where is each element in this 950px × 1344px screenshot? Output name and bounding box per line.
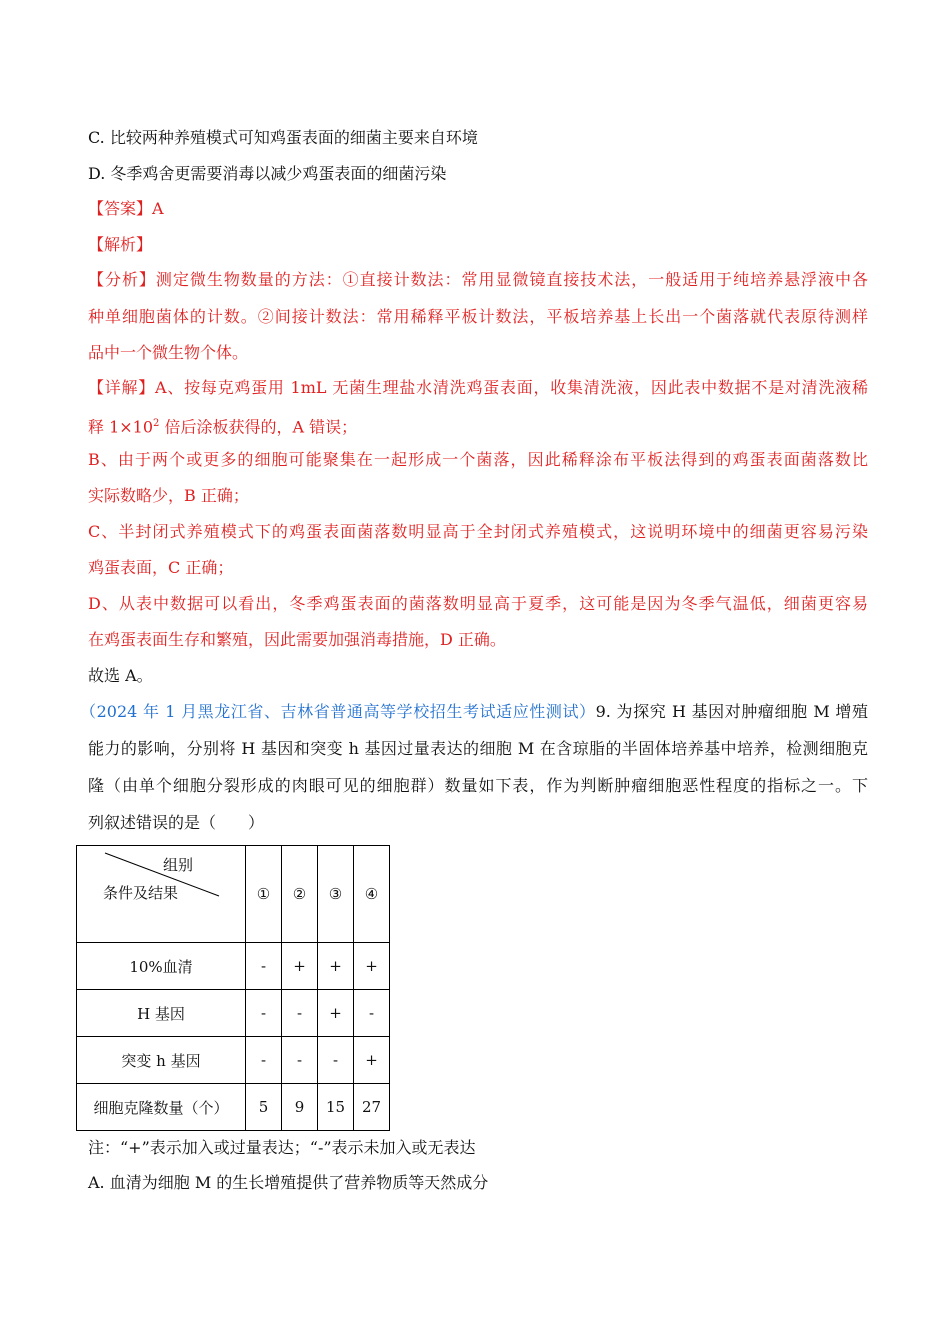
table-row (77, 943, 390, 990)
fenxi-line-1 (88, 270, 868, 290)
row-label: 10%血清 (77, 943, 246, 990)
fenxi-label: 【分析】 (88, 270, 156, 289)
q9-line-2: 能力的影响，分别将 H 基因和突变 h 基因过量表达的细胞 M 在含琼脂的半固体培养基中培养，检测细胞克 (88, 739, 868, 758)
row-label: 突变 h 基因 (77, 1037, 246, 1084)
header-group-label: 组别 (163, 856, 194, 874)
table-cell: - (282, 1037, 318, 1084)
q9-line-1-rest: 9. 为探究 H 基因对肿瘤细胞 M 增殖 (595, 702, 868, 721)
option-d-prev: D. 冬季鸡舍更需要消毒以减少鸡蛋表面的细菌污染 (88, 164, 447, 183)
conclusion: 故选 A。 (88, 666, 153, 685)
xiangjie-b-2: 实际数略少，B 正确； (88, 486, 249, 505)
xiangjie-label: 【详解】 (88, 378, 156, 397)
group-header: ② (282, 846, 318, 943)
table-cell: - (354, 990, 390, 1037)
analysis-label: 【解析】 (88, 235, 153, 254)
table-cell: - (246, 1037, 282, 1084)
table-cell: + (354, 1037, 390, 1084)
diagonal-header-cell (77, 846, 246, 943)
answer-line (88, 199, 868, 219)
xiangjie-d-2: 在鸡蛋表面生存和繁殖，因此需要加强消毒措施，D 正确。 (88, 630, 506, 649)
option-c-prev: C. 比较两种养殖模式可知鸡蛋表面的细菌主要来自环境 (88, 128, 478, 147)
group-header: ④ (354, 846, 390, 943)
fenxi-line-2: 种单细胞菌体的计数。②间接计数法：常用稀释平板计数法，平板培养基上长出一个菌落就代表原待测样 (88, 307, 868, 326)
answer-value: A (152, 199, 164, 218)
table-cell: 27 (354, 1084, 390, 1131)
table-cell: - (246, 943, 282, 990)
table-note: 注：“+”表示加入或过量表达；“-”表示未加入或无表达 (88, 1138, 476, 1157)
q9-source: （2024 年 1 月黑龙江省、吉林省普通高等学校招生考试适应性测试） (80, 702, 596, 721)
xiangjie-a-2-sup: 2 (153, 418, 160, 429)
xiangjie-b-1: B、由于两个或更多的细胞可能聚集在一起形成一个菌落，因此稀释涂布平板法得到的鸡蛋表面菌落数比 (88, 450, 868, 469)
table-row (77, 1084, 390, 1131)
table-cell: + (282, 943, 318, 990)
header-condition-label: 条件及结果 (103, 884, 179, 902)
table-cell: - (318, 1037, 354, 1084)
xiangjie-a-1: A、按每克鸡蛋用 1mL 无菌生理盐水清洗鸡蛋表面，收集清洗液，因此表中数据不是对清洗液稀 (155, 378, 868, 397)
table-cell: + (318, 990, 354, 1037)
table-cell: 9 (282, 1084, 318, 1131)
row-label: 细胞克隆数量（个） (77, 1084, 246, 1131)
xiangjie-a-2 (88, 414, 868, 437)
answer-label: 【答案】 (88, 199, 153, 218)
xiangjie-c-1: C、半封闭式养殖模式下的鸡蛋表面菌落数明显高于全封闭式养殖模式，这说明环境中的细菌更容易污染 (88, 522, 868, 541)
q9-line-1 (80, 702, 868, 722)
q9-line-4: 列叙述错误的是（ ） (88, 813, 265, 832)
table-row (77, 990, 390, 1037)
xiangjie-a-2-post: 倍后涂板获得的，A 错误； (159, 417, 358, 437)
xiangjie-d-1: D、从表中数据可以看出，冬季鸡蛋表面的菌落数明显高于夏季，这可能是因为冬季气温低，细菌更容易 (88, 594, 868, 613)
table-cell: - (282, 990, 318, 1037)
table-cell: + (318, 943, 354, 990)
table-cell: 15 (318, 1084, 354, 1131)
fenxi-text-1: 测定微生物数量的方法：①直接计数法：常用显微镜直接技术法，一般适用于纯培养悬浮液中各 (155, 270, 868, 289)
table-row (77, 1037, 390, 1084)
table-cell: + (354, 943, 390, 990)
table-header-row (77, 846, 390, 943)
table-cell: 5 (246, 1084, 282, 1131)
option-a: A. 血清为细胞 M 的生长增殖提供了营养物质等天然成分 (88, 1173, 489, 1192)
fenxi-line-3: 品中一个微生物个体。 (88, 343, 249, 362)
xiangjie-a-2-pre: 释 1×10 (88, 417, 154, 437)
table-cell: - (246, 990, 282, 1037)
results-table (76, 845, 390, 1131)
group-header: ③ (318, 846, 354, 943)
xiangjie-line-1 (88, 378, 868, 398)
row-label: H 基因 (77, 990, 246, 1037)
xiangjie-c-2: 鸡蛋表面，C 正确； (88, 558, 234, 577)
q9-line-3: 隆（由单个细胞分裂形成的肉眼可见的细胞群）数量如下表，作为判断肿瘤细胞恶性程度的指标之一。下 (88, 776, 868, 795)
group-header: ① (246, 846, 282, 943)
